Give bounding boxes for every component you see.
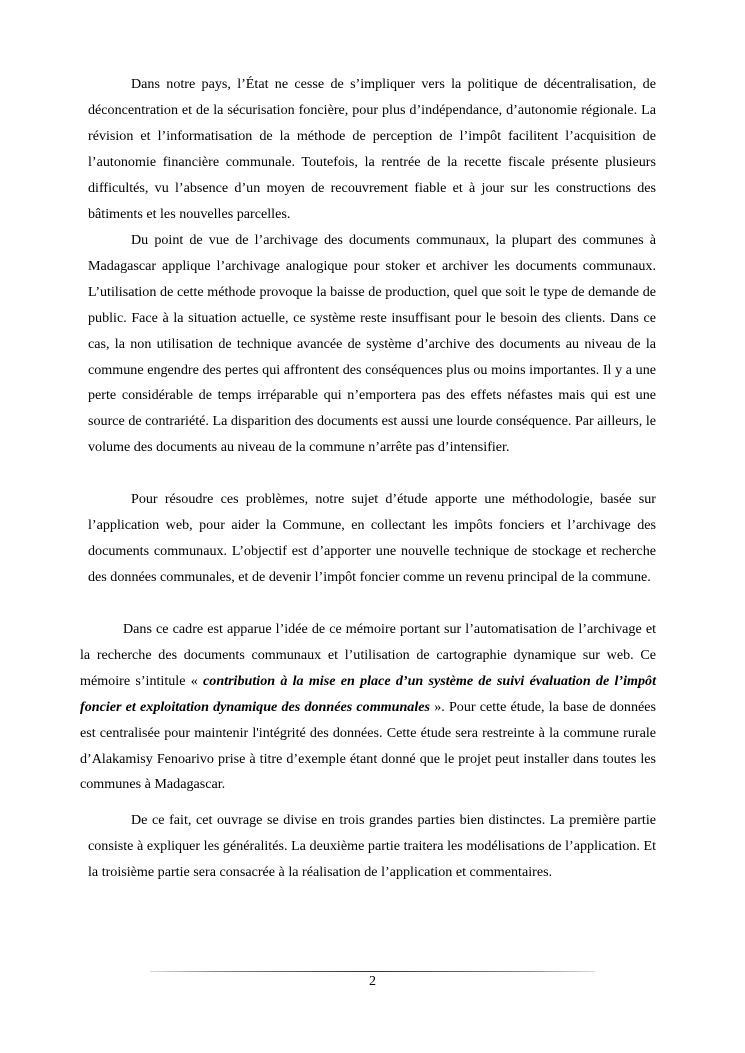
memoire-text-after: ». Pour cette étude, la base de données est centralisée pour maintenir l'intégrité des données. Cette étude sera restreinte à la commune rurale d’Alakamisy Fenoarivo prise à titre d’exemple étant donné que le projet peut installer dans toutes les communes à Madagascar. — [80, 698, 656, 793]
paragraph-decentralisation: Dans notre pays, l’État ne cesse de s’impliquer vers la politique de décentralisation, de déconcentration et de la sécurisation foncière, pour plus d’indépendance, d’autonomie régionale. La révision et l’informatisation de la méthode de perception de l’impôt facilitent l’acquisition de l’autonomie financière communale. Toutefois, la rentrée de la recette fiscale présente plusieurs difficultés, vu l’absence d’un moyen de recouvrement fiable et à jour sur les constructions des bâtiments et les nouvelles parcelles. — [88, 76, 656, 222]
paragraph-plan: De ce fait, cet ouvrage se divise en trois grandes parties bien distinctes. La première partie consiste à expliquer les généralités. La deuxième partie traitera les modélisations de l’application. Et la troisième partie sera consacrée à la réalisation de l’application et commentaires. — [88, 812, 656, 880]
paragraph-memoire — [80, 617, 656, 798]
memoire-text-before: Dans ce cadre est apparue l’idée de ce mémoire portant sur l’automatisation de l’archivage et la recherche des documents communaux et l’utilisation de cartographie dynamique sur web. Ce mémoire s’intitule « — [80, 621, 656, 689]
page-number: 2 — [369, 974, 376, 989]
paragraph-archivage: Du point de vue de l’archivage des documents communaux, la plupart des communes à Madagascar applique l’archivage analogique pour stoker et archiver les documents communaux. L’utilisation de cette méthode provoque la baisse de production, quel que soit le type de demande de public. Face à la situation actuelle, ce système reste insuffisant pour le besoin des clients. Dans ce cas, la non utilisation de technique avancée de système d’archive des documents au niveau de la commune engendre des pertes qui affrontent des conséquences plus ou moins importantes. Il y a une perte considérable de temps irréparable qui n’emportera pas des effets néfastes mais qui est une source de contrariété. La disparition des documents est aussi une lourde conséquence. Par ailleurs, le volume des documents au niveau de la commune n’arrête pas d’intensifier. — [88, 232, 656, 456]
memoire-title-emphasis: contribution à la mise en place d’un système de suivi évaluation de l’impôt foncier et exploitation dynamique des données communales — [80, 672, 656, 715]
paragraph-methodologie: Pour résoudre ces problèmes, notre sujet d’étude apporte une méthodologie, basée sur l’application web, pour aider la Commune, en collectant les impôts fonciers et l’archivage des documents communaux. L’objectif est d’apporter une nouvelle technique de stockage et recherche des données communales, et de devenir l’impôt foncier comme un revenu principal de la commune. — [88, 491, 656, 585]
footer-divider — [150, 971, 595, 972]
